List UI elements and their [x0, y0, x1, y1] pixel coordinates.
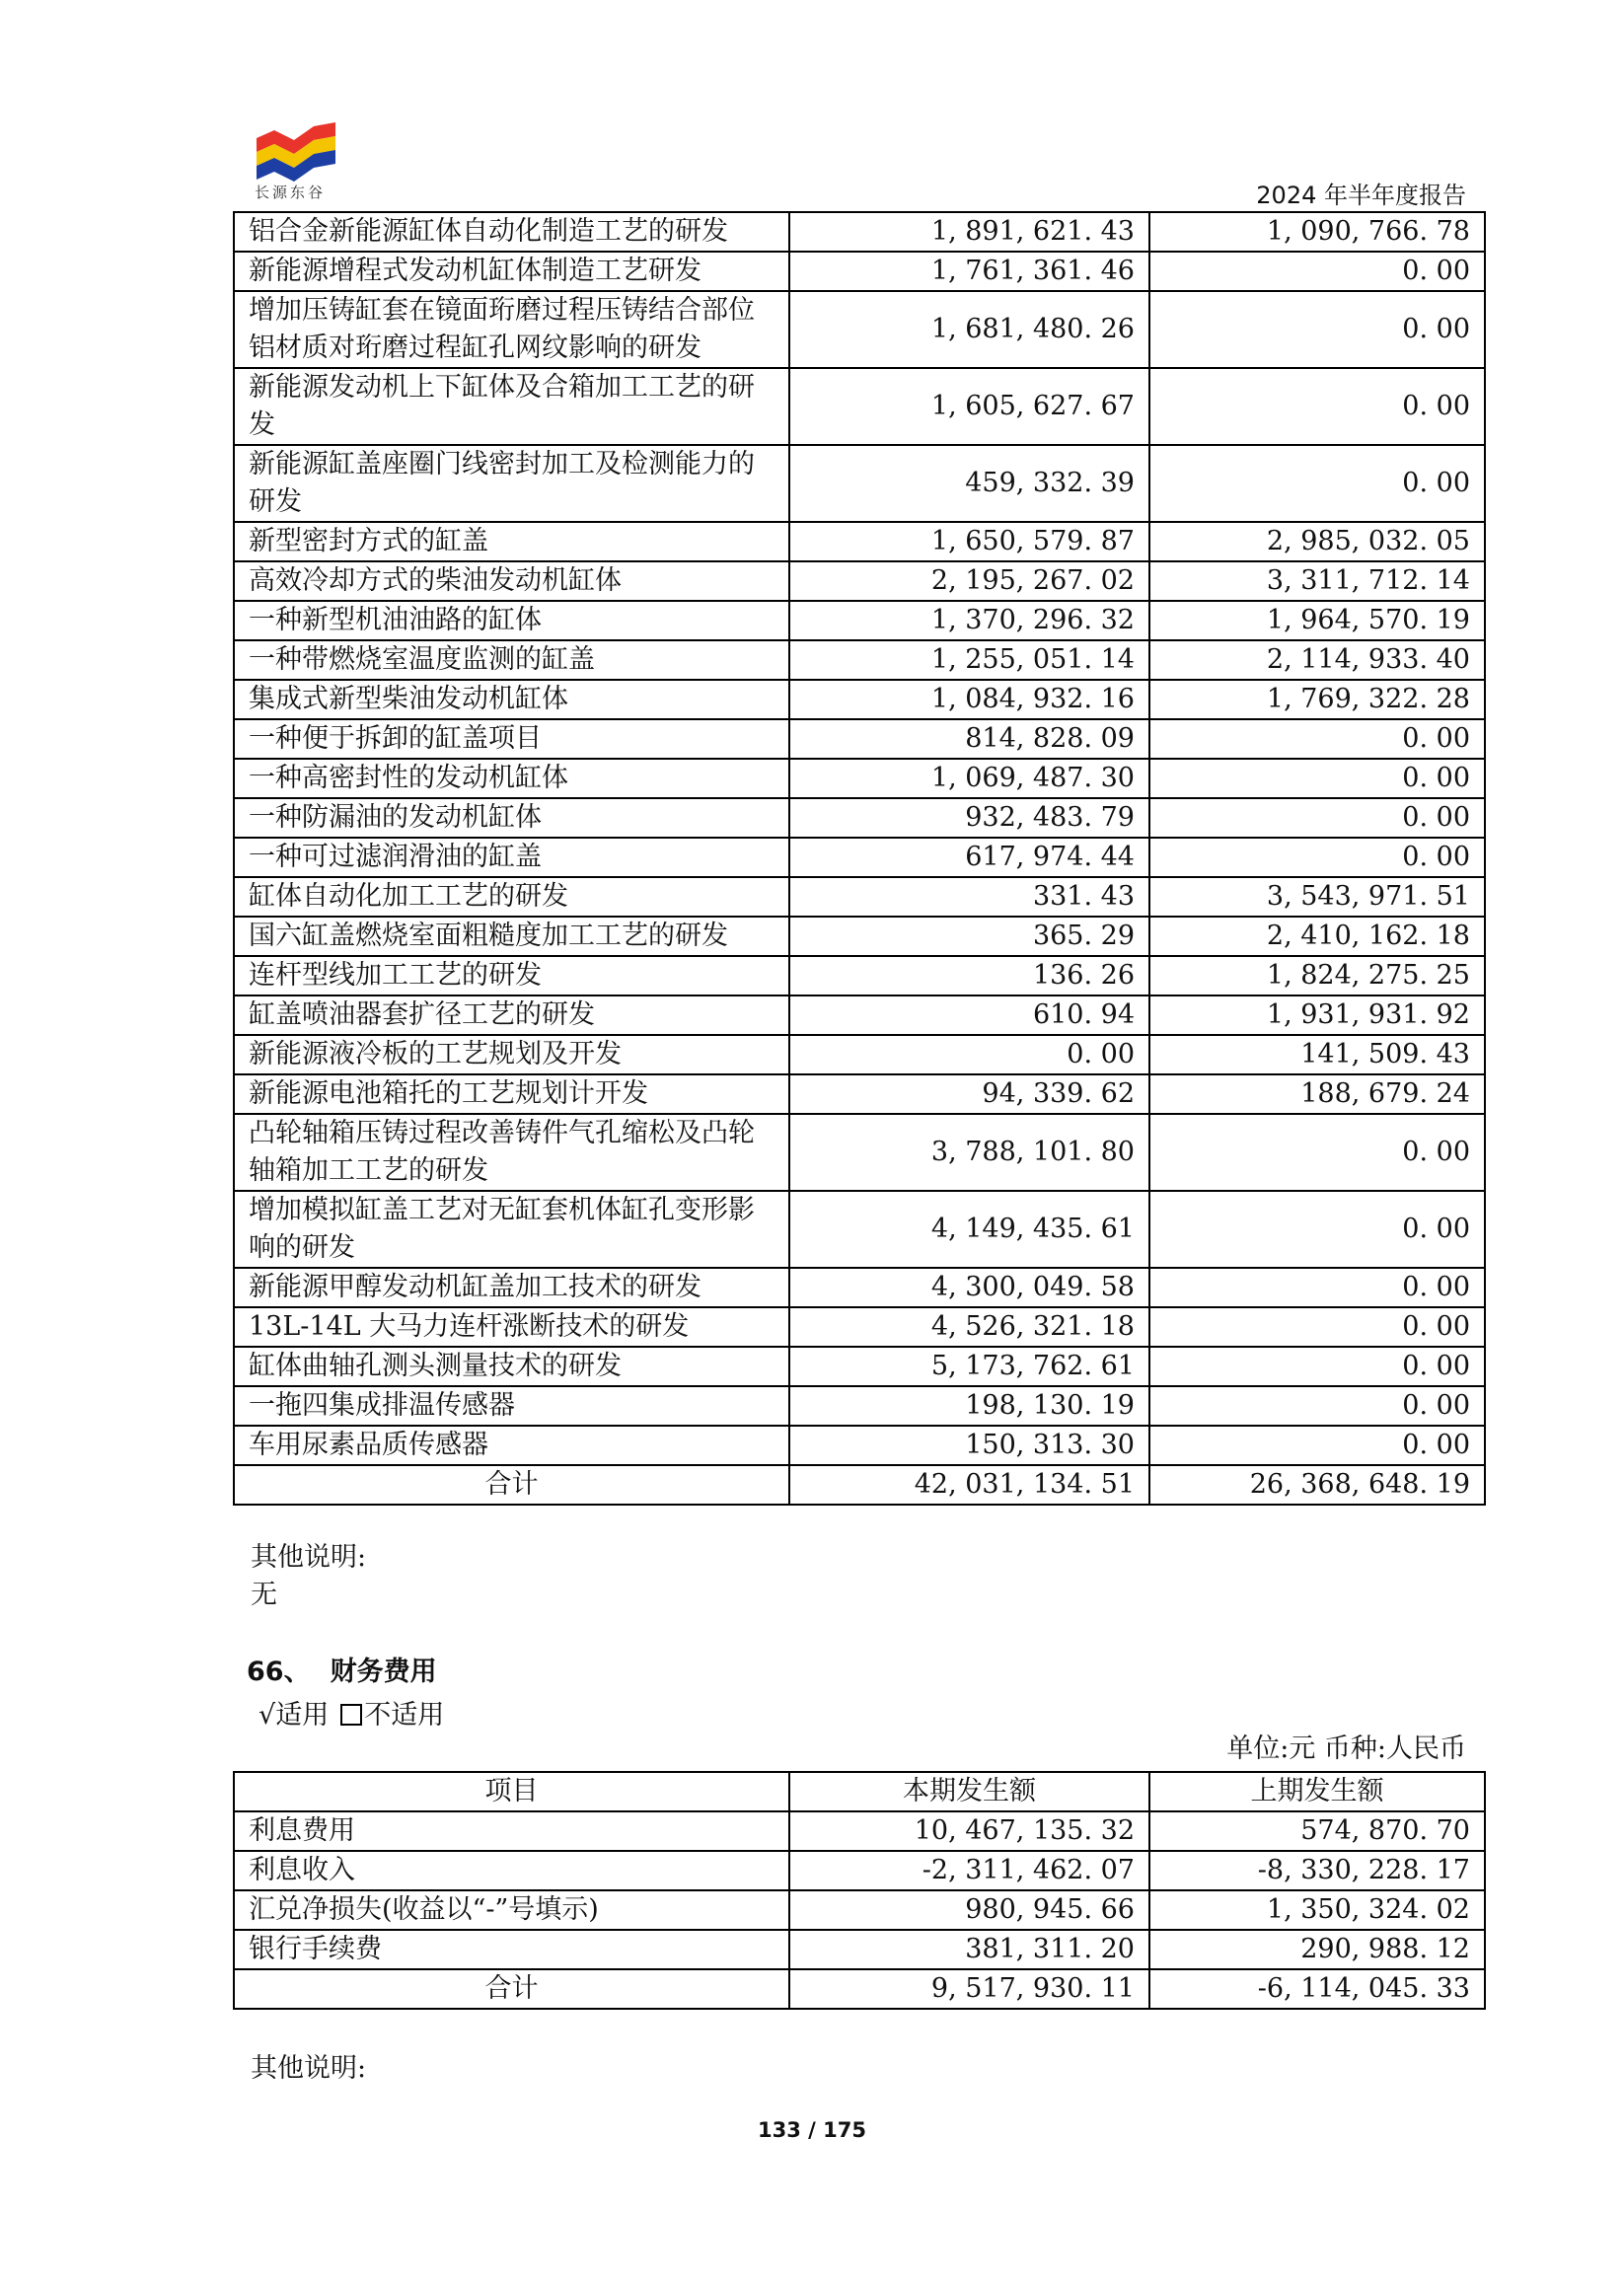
cell-previous: 1, 931, 931. 92	[1149, 995, 1485, 1035]
cell-previous: 0. 00	[1149, 1191, 1485, 1268]
table-row	[234, 212, 1485, 252]
cell-name: 汇兑净损失(收益以“-”号填示)	[234, 1890, 789, 1930]
logo-text: 长源东谷	[255, 184, 327, 201]
applicable-checked: √适用	[258, 1700, 330, 1731]
cell-previous: 0. 00	[1149, 368, 1485, 445]
cell-current: 980, 945. 66	[789, 1890, 1149, 1930]
other-note-label: 其他说明:	[251, 1542, 367, 1573]
cell-previous: 0. 00	[1149, 1307, 1485, 1347]
cell-previous: 1, 964, 570. 19	[1149, 601, 1485, 640]
cell-name: 新能源电池箱托的工艺规划计开发	[234, 1074, 789, 1114]
cell-previous: 0. 00	[1149, 252, 1485, 291]
table-row	[234, 1347, 1485, 1386]
rd-expense-table	[233, 211, 1486, 1506]
table-row	[234, 1074, 1485, 1114]
cell-current: 932, 483. 79	[789, 798, 1149, 838]
cell-current: 4, 526, 321. 18	[789, 1307, 1149, 1347]
cell-current: 459, 332. 39	[789, 445, 1149, 522]
cell-current: 5, 173, 762. 61	[789, 1347, 1149, 1386]
cell-name: 新能源缸盖座圈门线密封加工及检测能力的研发	[234, 445, 789, 522]
cell-previous: 0. 00	[1149, 1268, 1485, 1307]
section-heading	[247, 1650, 457, 1688]
table-row	[234, 995, 1485, 1035]
cell-current: 814, 828. 09	[789, 719, 1149, 759]
cell-current: 150, 313. 30	[789, 1426, 1149, 1465]
cell-current: 1, 370, 296. 32	[789, 601, 1149, 640]
cell-current: 365. 29	[789, 917, 1149, 956]
cell-name: 铝合金新能源缸体自动化制造工艺的研发	[234, 212, 789, 252]
cell-previous: 2, 114, 933. 40	[1149, 640, 1485, 680]
table-row	[234, 252, 1485, 291]
table-header-row	[234, 1772, 1485, 1811]
cell-previous: 3, 543, 971. 51	[1149, 877, 1485, 917]
section-number: 66、	[247, 1657, 311, 1687]
cell-current: 617, 974. 44	[789, 838, 1149, 877]
other-note-value: 无	[251, 1580, 277, 1610]
cell-name: 新能源甲醇发动机缸盖加工技术的研发	[234, 1268, 789, 1307]
cell-current: 610. 94	[789, 995, 1149, 1035]
cell-name: 集成式新型柴油发动机缸体	[234, 680, 789, 719]
cell-previous: 1, 824, 275. 25	[1149, 956, 1485, 995]
cell-current: 381, 311. 20	[789, 1930, 1149, 1969]
report-title: 2024 年半年度报告	[1256, 182, 1466, 209]
cell-name: 增加模拟缸盖工艺对无缸套机体缸孔变形影响的研发	[234, 1191, 789, 1268]
cell-previous: 0. 00	[1149, 291, 1485, 368]
cell-previous: 574, 870. 70	[1149, 1811, 1485, 1851]
cell-previous: -8, 330, 228. 17	[1149, 1851, 1485, 1890]
unit-currency-note: 单位:元 币种:人民币	[1226, 1733, 1466, 1764]
total-current: 9, 517, 930. 11	[789, 1969, 1149, 2009]
cell-current: 1, 069, 487. 30	[789, 759, 1149, 798]
table-row	[234, 640, 1485, 680]
cell-name: 连杆型线加工工艺的研发	[234, 956, 789, 995]
cell-name: 13L-14L 大马力连杆涨断技术的研发	[234, 1307, 789, 1347]
total-previous: -6, 114, 045. 33	[1149, 1969, 1485, 2009]
cell-name: 缸体自动化加工工艺的研发	[234, 877, 789, 917]
cell-name: 新型密封方式的缸盖	[234, 522, 789, 561]
table-row	[234, 1426, 1485, 1465]
cell-name: 一种可过滤润滑油的缸盖	[234, 838, 789, 877]
table-row	[234, 561, 1485, 601]
cell-previous: 0. 00	[1149, 798, 1485, 838]
cell-previous: 1, 769, 322. 28	[1149, 680, 1485, 719]
cell-name: 一种带燃烧室温度监测的缸盖	[234, 640, 789, 680]
cell-name: 缸盖喷油器套扩径工艺的研发	[234, 995, 789, 1035]
table-row	[234, 1114, 1485, 1191]
cell-name: 利息收入	[234, 1851, 789, 1890]
table-row	[234, 1035, 1485, 1074]
header-current: 本期发生额	[789, 1772, 1149, 1811]
cell-previous: 0. 00	[1149, 759, 1485, 798]
cell-previous: 3, 311, 712. 14	[1149, 561, 1485, 601]
table-row	[234, 759, 1485, 798]
cell-previous: 0. 00	[1149, 1347, 1485, 1386]
cell-previous: 0. 00	[1149, 1426, 1485, 1465]
cell-current: 1, 650, 579. 87	[789, 522, 1149, 561]
cell-current: 1, 084, 932. 16	[789, 680, 1149, 719]
cell-current: 1, 681, 480. 26	[789, 291, 1149, 368]
table-row	[234, 956, 1485, 995]
cell-current: -2, 311, 462. 07	[789, 1851, 1149, 1890]
header-item: 项目	[234, 1772, 789, 1811]
cell-name: 一种防漏油的发动机缸体	[234, 798, 789, 838]
cell-current: 1, 891, 621. 43	[789, 212, 1149, 252]
cell-current: 4, 149, 435. 61	[789, 1191, 1149, 1268]
cell-current: 331. 43	[789, 877, 1149, 917]
applicability-options	[258, 1693, 444, 1732]
other-note-label-2: 其他说明:	[251, 2053, 367, 2084]
table-row	[234, 1268, 1485, 1307]
page-number: 133 / 175	[758, 2118, 866, 2142]
cell-previous: 0. 00	[1149, 719, 1485, 759]
cell-current: 10, 467, 135. 32	[789, 1811, 1149, 1851]
total-row	[234, 1969, 1485, 2009]
cell-previous: 1, 350, 324. 02	[1149, 1890, 1485, 1930]
table-row	[234, 798, 1485, 838]
cell-current: 0. 00	[789, 1035, 1149, 1074]
cell-name: 银行手续费	[234, 1930, 789, 1969]
cell-current: 136. 26	[789, 956, 1149, 995]
cell-current: 2, 195, 267. 02	[789, 561, 1149, 601]
table-row	[234, 445, 1485, 522]
total-label: 合计	[234, 1465, 789, 1505]
cell-name: 高效冷却方式的柴油发动机缸体	[234, 561, 789, 601]
cell-name: 国六缸盖燃烧室面粗糙度加工工艺的研发	[234, 917, 789, 956]
cell-name: 车用尿素品质传感器	[234, 1426, 789, 1465]
cell-previous: 0. 00	[1149, 1114, 1485, 1191]
cell-current: 1, 255, 051. 14	[789, 640, 1149, 680]
cell-previous: 0. 00	[1149, 1386, 1485, 1426]
table-row	[234, 1191, 1485, 1268]
table-row	[234, 368, 1485, 445]
cell-current: 1, 761, 361. 46	[789, 252, 1149, 291]
cell-name: 利息费用	[234, 1811, 789, 1851]
financial-expense-table	[233, 1771, 1486, 2010]
cell-name: 凸轮轴箱压铸过程改善铸件气孔缩松及凸轮轴箱加工工艺的研发	[234, 1114, 789, 1191]
cell-name: 增加压铸缸套在镜面珩磨过程压铸结合部位铝材质对珩磨过程缸孔网纹影响的研发	[234, 291, 789, 368]
cell-previous: 141, 509. 43	[1149, 1035, 1485, 1074]
total-label: 合计	[234, 1969, 789, 2009]
cell-name: 新能源发动机上下缸体及合箱加工工艺的研发	[234, 368, 789, 445]
cell-previous: 1, 090, 766. 78	[1149, 212, 1485, 252]
table-row	[234, 680, 1485, 719]
table-row	[234, 601, 1485, 640]
table-row	[234, 1890, 1485, 1930]
table-row	[234, 838, 1485, 877]
table-row	[234, 1386, 1485, 1426]
cell-current: 4, 300, 049. 58	[789, 1268, 1149, 1307]
cell-current: 3, 788, 101. 80	[789, 1114, 1149, 1191]
cell-name: 一种新型机油油路的缸体	[234, 601, 789, 640]
table-row	[234, 1851, 1485, 1890]
total-current: 42, 031, 134. 51	[789, 1465, 1149, 1505]
cell-current: 1, 605, 627. 67	[789, 368, 1149, 445]
cell-name: 一拖四集成排温传感器	[234, 1386, 789, 1426]
total-previous: 26, 368, 648. 19	[1149, 1465, 1485, 1505]
table-row	[234, 1930, 1485, 1969]
cell-name: 一种便于拆卸的缸盖项目	[234, 719, 789, 759]
cell-previous: 290, 988. 12	[1149, 1930, 1485, 1969]
cell-name: 新能源增程式发动机缸体制造工艺研发	[234, 252, 789, 291]
cell-current: 198, 130. 19	[789, 1386, 1149, 1426]
table-row	[234, 522, 1485, 561]
cell-previous: 2, 985, 032. 05	[1149, 522, 1485, 561]
cell-previous: 188, 679. 24	[1149, 1074, 1485, 1114]
header-previous: 上期发生额	[1149, 1772, 1485, 1811]
cell-previous: 0. 00	[1149, 445, 1485, 522]
table-row	[234, 877, 1485, 917]
total-row	[234, 1465, 1485, 1505]
section-title: 财务费用	[330, 1657, 437, 1687]
checkbox-icon	[340, 1704, 362, 1726]
table-row	[234, 719, 1485, 759]
cell-name: 一种高密封性的发动机缸体	[234, 759, 789, 798]
cell-previous: 0. 00	[1149, 838, 1485, 877]
table-row	[234, 917, 1485, 956]
cell-current: 94, 339. 62	[789, 1074, 1149, 1114]
cell-name: 新能源液冷板的工艺规划及开发	[234, 1035, 789, 1074]
table-row	[234, 1811, 1485, 1851]
cell-previous: 2, 410, 162. 18	[1149, 917, 1485, 956]
table-row	[234, 291, 1485, 368]
cell-name: 缸体曲轴孔测头测量技术的研发	[234, 1347, 789, 1386]
table-row	[234, 1307, 1485, 1347]
not-applicable-label: 不适用	[364, 1700, 445, 1731]
